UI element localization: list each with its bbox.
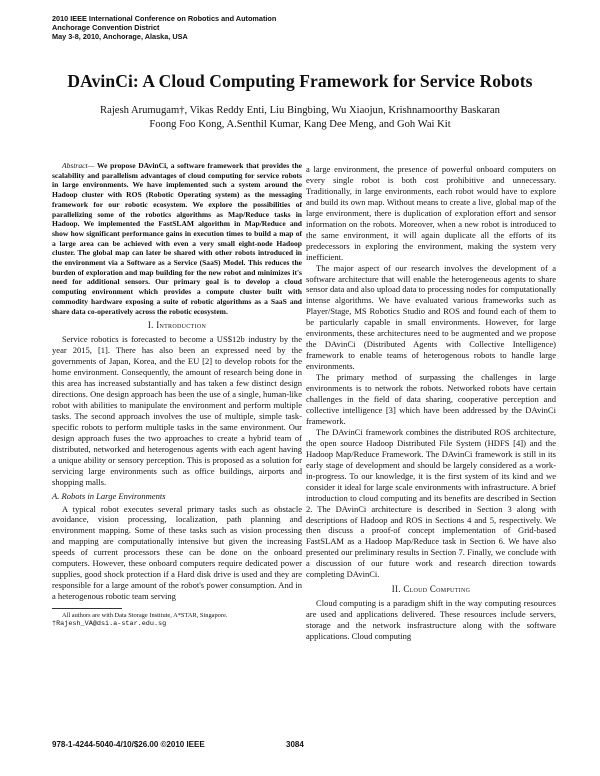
robots-paragraph-1: A typical robot executes several primary tasks such as obstacle avoidance, vision processing, localization, path planning and environment mapping. Some of these tasks such as vision processing and mapping are computationally intensive but given the increasing speeds of current processors these can be done on the onboard computers. However, these onboard computers require dedicated power supplies, good shock protection if a Hard disk drive is used and they are responsible for a large amount of the robot's power consumption. And in a heterogenous robotic team serving: [52, 503, 302, 602]
right-column: [306, 164, 556, 642]
cloud-paragraph-1: Cloud computing is a paradigm shift in the way computing resources are used and applications delivered. These resources include servers, storage and the network insfrastructure along with the software applications. Cloud computing: [306, 598, 556, 642]
author-list: [0, 104, 600, 132]
framework-paragraph: The DAvinCi framework combines the distributed ROS architecture, the open source Hadoop Distributed File System (HDFS [4]) and the Hadoop Map/Reduce Framework. The DAvinCi framework is still in its early stage of development and should be largely considered as a work-in-progress. To our knowledge, it is the first system of its kind and we consider it ideal for large scale environments with infrastructure. A brief introduction to cloud computing and its benefits are described in Section 2. The DAvinCi architecture is described in Section 3 along with descriptions of Hadoop and ROS in Sections 4 and 5, respectively. We then discuss a proof-of concept implementation of Grid-based FastSLAM as a Hadoop Map/Reduce task in Section 6. We have also presented our preliminary results in Section 7. Finally, we conclude with a discussion of our future work and research direction towards completing DAvinCi.: [306, 426, 556, 580]
footnote-divider: [52, 608, 122, 609]
abstract-dash: —: [87, 161, 97, 170]
conference-date: May 3-8, 2010, Anchorage, Alaska, USA: [52, 32, 188, 41]
research-paragraph: The major aspect of our research involves the development of a software architecture that will enable the heterogeneous agents to share sensor data and also upload data to processing nodes for computationally intense algorithms. We have evaluated various frameworks such as Player/Stage, MS Robotics Studio and ROS and found each of them to be particularly capable in small environments. However, for large environments, these architectures need to be augmented and we propose the DAvinCi (Distributed Agents with Collective Intelligence) framework to enable teams of heterogenous robots to handle large environments.: [306, 262, 556, 372]
section-heading-introduction: I. Introduction: [147, 320, 207, 331]
footnote-affiliation: All authors are with Data Storage Institute, A*STAR, Singapore.: [62, 612, 228, 620]
page-number: 3084: [286, 740, 304, 749]
abstract-lead: Abstract: [62, 161, 88, 170]
conference-name: 2010 IEEE International Conference on Robotics and Automation: [52, 14, 277, 23]
footnote-email: †Rajesh_VA@dsi.a-star.edu.sg: [52, 620, 167, 629]
abstract: [52, 161, 302, 316]
author-line-2: Foong Foo Kong, A.Senthil Kumar, Kang Dee Meng, and Goh Wai Kit: [149, 119, 451, 130]
conference-header: [52, 14, 276, 41]
intro-paragraph-1: Service robotics is forecasted to become a US$12b industry by the year 2015, [1]. There has also been an expressed need by the governments of Japan, Korea, and the EU [2] to develop robots for the home environment. Consequently, the amount of research being done in this area has increased substantially and has taken a few distinct design directions. One design approach has been the use of a single, human-like robot with abilities to manipulate the environment and perform multiple tasks. The second approach involves the use of multiple, simple task-specific robots to perform multiple tasks in the same environment. Our design approach fuses the two approaches to create a hybrid team of distributed, networked and heterogenous agents with each agent having a unique ability or sensory perception. This is proposed as a solution for servicing large environments such as office buildings, airports and shopping malls.: [52, 334, 302, 487]
conference-venue: Anchorage Convention District: [52, 23, 160, 32]
footnote-email-line: [52, 620, 302, 628]
section-heading-cloud-computing: II. Cloud Computing: [391, 584, 471, 595]
abstract-text: We propose DAvinCi, a software framework that provides the scalability and parallelism advantages of cloud computing for service robots in large environments. We have implemented such a system around the Hadoop cluster with ROS (Robotic Operating system) as the messaging framework for our robotic ecosystem. We explore the possibilities of parallelizing some of the robotics algorithms as Map/Reduce tasks in Hadoop. We implemented the FastSLAM algorithm in Map/Reduce and show how significant performance gains in execution times to build a map of a large area can be achieved with even a very small eight-node Hadoop cluster. The global map can later be shared with other robots introduced in the environment via a Software as a Service (SaaS) Model. This reduces the burden of exploration and map building for the new robot and minimizes it's need for additional sensors. Our primary goal is to develop a cloud computing environment which provides a compute cluster built with commodity hardware exposing a suite of robotic algorithms as a SaaS and share data co-operatively across the robotic ecosystem.: [52, 161, 302, 316]
author-line-1: Rajesh Arumugam†, Vikas Reddy Enti, Liu Bingbing, Wu Xiaojun, Krishnamoorthy Baskaran: [100, 105, 500, 116]
footer-isbn: 978-1-4244-5040-4/10/$26.00 ©2010 IEEE: [52, 740, 205, 749]
robots-paragraph-continued: a large environment, the presence of powerful onboard computers on every single robot is both cost prohibitive and unnecessary. Traditionally, in large environments, each robot would have to explore and build its own map. Without means to create a live, global map of the large environment, there is duplication of exploration effort and sensor information on the robots. Moreover, when a new robot is introduced to the same environment, it will again duplicate all the efforts of its predecessors in exploring the environment, making the system very inefficient.: [306, 164, 556, 262]
paper-title: DAvinCi: A Cloud Computing Framework for Service Robots: [67, 71, 533, 91]
left-column: [52, 161, 302, 628]
subsection-heading-robots: A. Robots in Large Environments: [52, 490, 166, 501]
networking-paragraph: The primary method of surpassing the challenges in large environments is to network the robots. Networked robots have certain challenges in the field of data sharing, cooperative perception and collective intelligence [3] which have been addressed by the DAvinCi framework.: [306, 372, 556, 426]
